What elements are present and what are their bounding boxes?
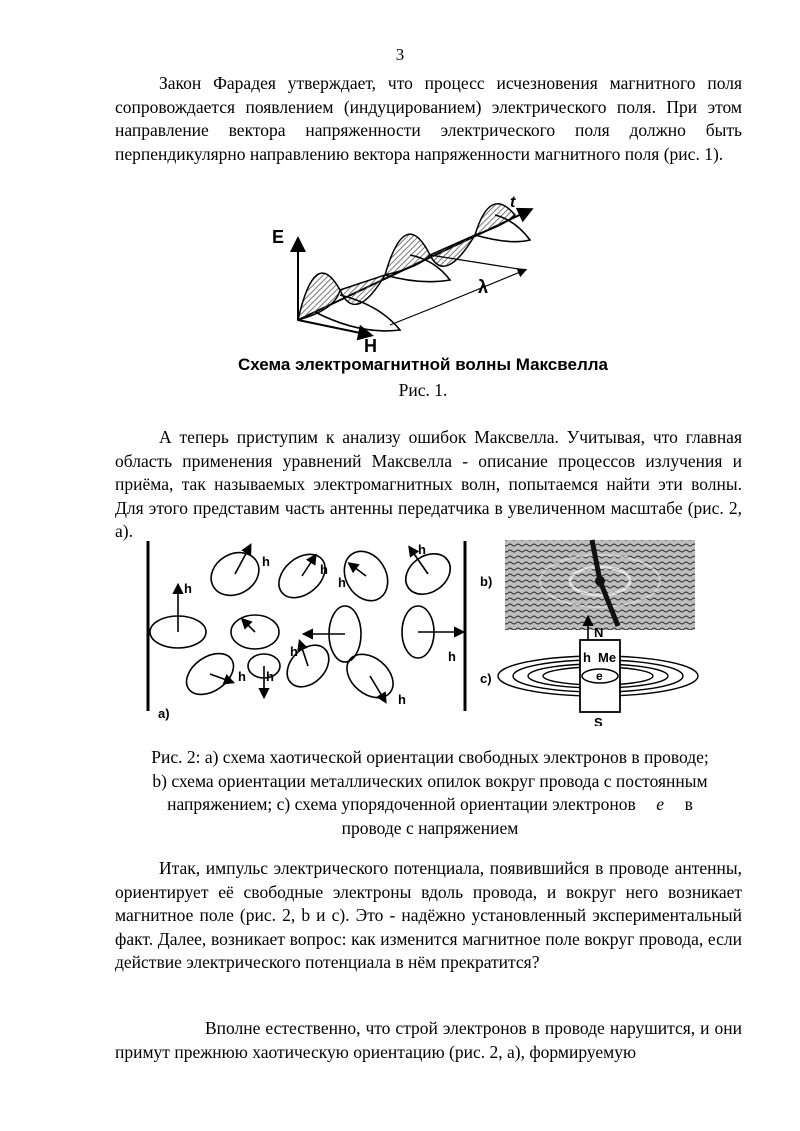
- electron-symbol: e: [656, 794, 665, 815]
- h-label: h: [338, 575, 346, 590]
- caption-line: проводе с напряжением: [341, 817, 519, 838]
- h-label: h: [184, 581, 192, 596]
- h-label-panel-c: h: [583, 650, 591, 665]
- e-wave-hump-2: [340, 275, 385, 304]
- figure-1-label: Рис. 1.: [398, 380, 448, 400]
- h-label: h: [266, 669, 274, 684]
- caption-line: b) схема ориентации металлических опилок вокруг провода с постоянным: [152, 770, 708, 791]
- h-label: h: [320, 562, 328, 577]
- figure-2-electrons: [140, 536, 720, 726]
- chaotic-electron-orbits: [150, 543, 462, 706]
- panel-b-label: b): [480, 574, 493, 589]
- h-label: h: [290, 644, 298, 659]
- axis-label-h: H: [364, 336, 377, 355]
- panel-a-label: a): [158, 706, 170, 721]
- caption-line: [100, 793, 760, 817]
- paragraph-chaotic-orientation: Вполне естественно, что строй электронов в проводе нарушится, и они примут прежнюю хаотическую ориентацию (рис. 2, а), формируемую: [115, 1018, 742, 1062]
- pole-s-label: S: [594, 715, 603, 726]
- caption-line: Рис. 2: а) схема хаотической ориентации свободных электронов в проводе;: [151, 747, 709, 767]
- moment-label: Me: [598, 650, 617, 665]
- page-number: 3: [395, 45, 405, 64]
- h-label: h: [398, 692, 406, 707]
- axis-label-e: E: [272, 227, 285, 247]
- wavelength-label: λ: [478, 277, 489, 297]
- caption-text: в: [684, 794, 693, 815]
- paragraph-maxwell-errors: А теперь приступим к анализу ошибок Максвелла. Учитывая, что главная область применения уравнений Максвелла - описание процессов излучения и приёма, так называемых электромагнитных волн, попытаемся найти эти волны. Для этого представим часть антенны передатчика в увеличенном масштабе (рис. 2, а).: [115, 427, 742, 542]
- e-wave-hump-5: [475, 204, 515, 235]
- panel-c-label: c): [480, 671, 492, 686]
- h-label: h: [262, 554, 270, 569]
- figure-1-title: Схема электромагнитной волны Максвелла: [238, 355, 608, 374]
- paragraph-antenna-impulse: Итак, импульс электрического потенциала, появившийся в проводе антенны, ориентирует её свободные электроны вдоль провода, и вокруг него возникает магнитное поле (рис. 2, b и с). Это - надёжно установленный экспериментальный факт. Далее, возникает вопрос: как изменится магнитное поле вокруг провода, если действие электрического потенциала в нём прекратится?: [115, 858, 742, 973]
- axis-label-t: t: [510, 194, 516, 211]
- figure-2-caption: [100, 746, 760, 840]
- pole-n-label: N: [594, 625, 604, 640]
- h-label: h: [238, 669, 246, 684]
- electron-label: e: [596, 669, 603, 683]
- e-wave-hump-3: [385, 234, 430, 275]
- e-wave-hump-1: [298, 273, 340, 320]
- h-label: h: [448, 649, 456, 664]
- paragraph-faraday: Закон Фарадея утверждает, что процесс исчезновения магнитного поля сопровождается появлением (индуцированием) электрического поля. При этом направление вектора напряженности электрического поля должно быть перпендикулярно направлению вектора напряженности магнитного поля (рис. 1).: [115, 73, 742, 164]
- figure-1-em-wave: [260, 185, 560, 355]
- caption-text: напряжением; с) схема упорядоченной ориентации электронов: [167, 794, 636, 815]
- h-label: h: [418, 542, 426, 557]
